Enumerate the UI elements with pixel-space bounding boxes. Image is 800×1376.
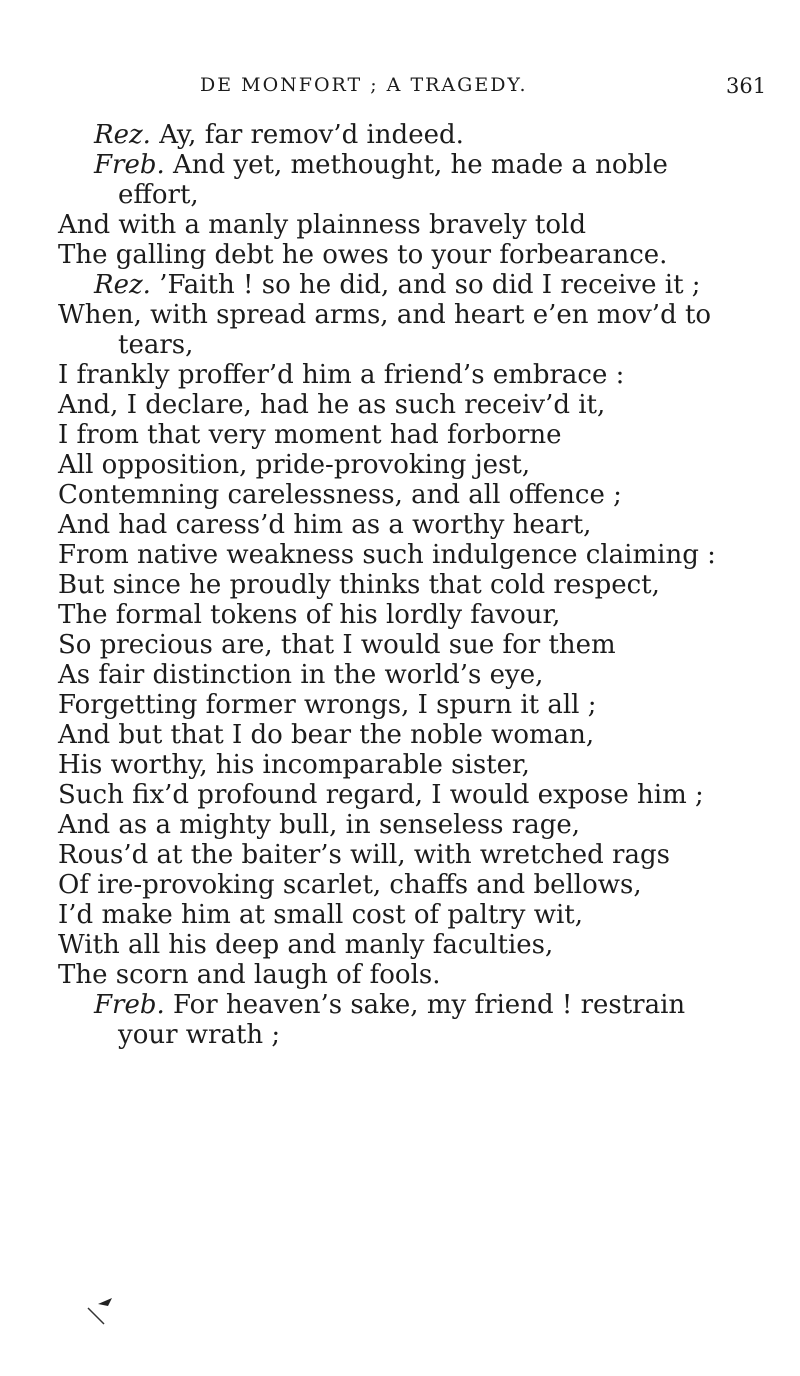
speech-line (58, 270, 778, 300)
verse-line (58, 780, 778, 810)
speaker-name: Freb. (94, 150, 165, 180)
verse-line (58, 390, 778, 420)
verse-line (58, 210, 778, 240)
line-text: And but that I do bear the noble woman, (58, 720, 595, 750)
verse-text (58, 120, 778, 1050)
verse-line (58, 570, 778, 600)
verse-line (58, 360, 778, 390)
line-text: As fair distinction in the world’s eye, (58, 660, 544, 690)
speaker-name: Rez. (94, 270, 151, 300)
verse-line (58, 870, 778, 900)
line-text: tears, (118, 330, 194, 360)
line-text: And yet, methought, he made a noble (173, 150, 668, 180)
page-number: 361 (726, 74, 767, 98)
line-text: And, I declare, had he as such receiv’d it, (58, 390, 606, 420)
line-text: I from that very moment had forborne (58, 420, 562, 450)
verse-line (58, 240, 778, 270)
line-text: The galling debt he owes to your forbearance. (58, 240, 668, 270)
line-text: The formal tokens of his lordly favour, (58, 600, 561, 630)
verse-line (58, 480, 778, 510)
line-text: Of ire-provoking scarlet, chaffs and bellows, (58, 870, 642, 900)
verse-line (58, 300, 778, 330)
line-text: All opposition, pride-provoking jest, (58, 450, 531, 480)
line-text: When, with spread arms, and heart e’en mov’d to (58, 300, 712, 330)
line-text: With all his deep and manly faculties, (58, 930, 554, 960)
line-text: His worthy, his incomparable sister, (58, 750, 530, 780)
verse-line (58, 900, 778, 930)
printer-mark-icon (86, 1296, 126, 1336)
line-text: And with a manly plainness bravely told (58, 210, 586, 240)
verse-line (58, 840, 778, 870)
speech-line (58, 150, 778, 180)
line-text: Ay, far remov’d indeed. (159, 120, 464, 150)
verse-line (58, 330, 778, 360)
line-text: Forgetting former wrongs, I spurn it all ; (58, 690, 597, 720)
line-text: But since he proudly thinks that cold respect, (58, 570, 660, 600)
verse-line (58, 450, 778, 480)
verse-line (58, 690, 778, 720)
verse-line (58, 630, 778, 660)
line-text: your wrath ; (118, 1020, 281, 1050)
verse-line (58, 960, 778, 990)
verse-line (58, 510, 778, 540)
line-text: Rous’d at the baiter’s will, with wretched rags (58, 840, 670, 870)
line-text: And had caress’d him as a worthy heart, (58, 510, 592, 540)
line-text: Such fix’d profound regard, I would expose him ; (58, 780, 704, 810)
line-text: And as a mighty bull, in senseless rage, (58, 810, 581, 840)
speaker-name: Rez. (94, 120, 151, 150)
line-text: For heaven’s sake, my friend ! restrain (173, 990, 686, 1020)
line-text: From native weakness such indulgence claiming : (58, 540, 716, 570)
line-text: So precious are, that I would sue for them (58, 630, 616, 660)
line-text: ’Faith ! so he did, and so did I receive it ; (159, 270, 701, 300)
verse-line (58, 720, 778, 750)
verse-line (58, 930, 778, 960)
line-text: Contemning carelessness, and all offence ; (58, 480, 622, 510)
speech-line (58, 990, 778, 1020)
verse-line (58, 1020, 778, 1050)
line-text: The scorn and laugh of fools. (58, 960, 441, 990)
speech-line (58, 120, 778, 150)
verse-line (58, 600, 778, 630)
verse-line (58, 660, 778, 690)
verse-line (58, 420, 778, 450)
running-title: DE MONFORT ; A TRAGEDY. (200, 74, 528, 96)
verse-line (58, 750, 778, 780)
line-text: I frankly proffer’d him a friend’s embrace : (58, 360, 625, 390)
line-text: effort, (118, 180, 199, 210)
speaker-name: Freb. (94, 990, 165, 1020)
line-text: I’d make him at small cost of paltry wit, (58, 900, 583, 930)
verse-line (58, 540, 778, 570)
verse-line (58, 180, 778, 210)
verse-line (58, 810, 778, 840)
